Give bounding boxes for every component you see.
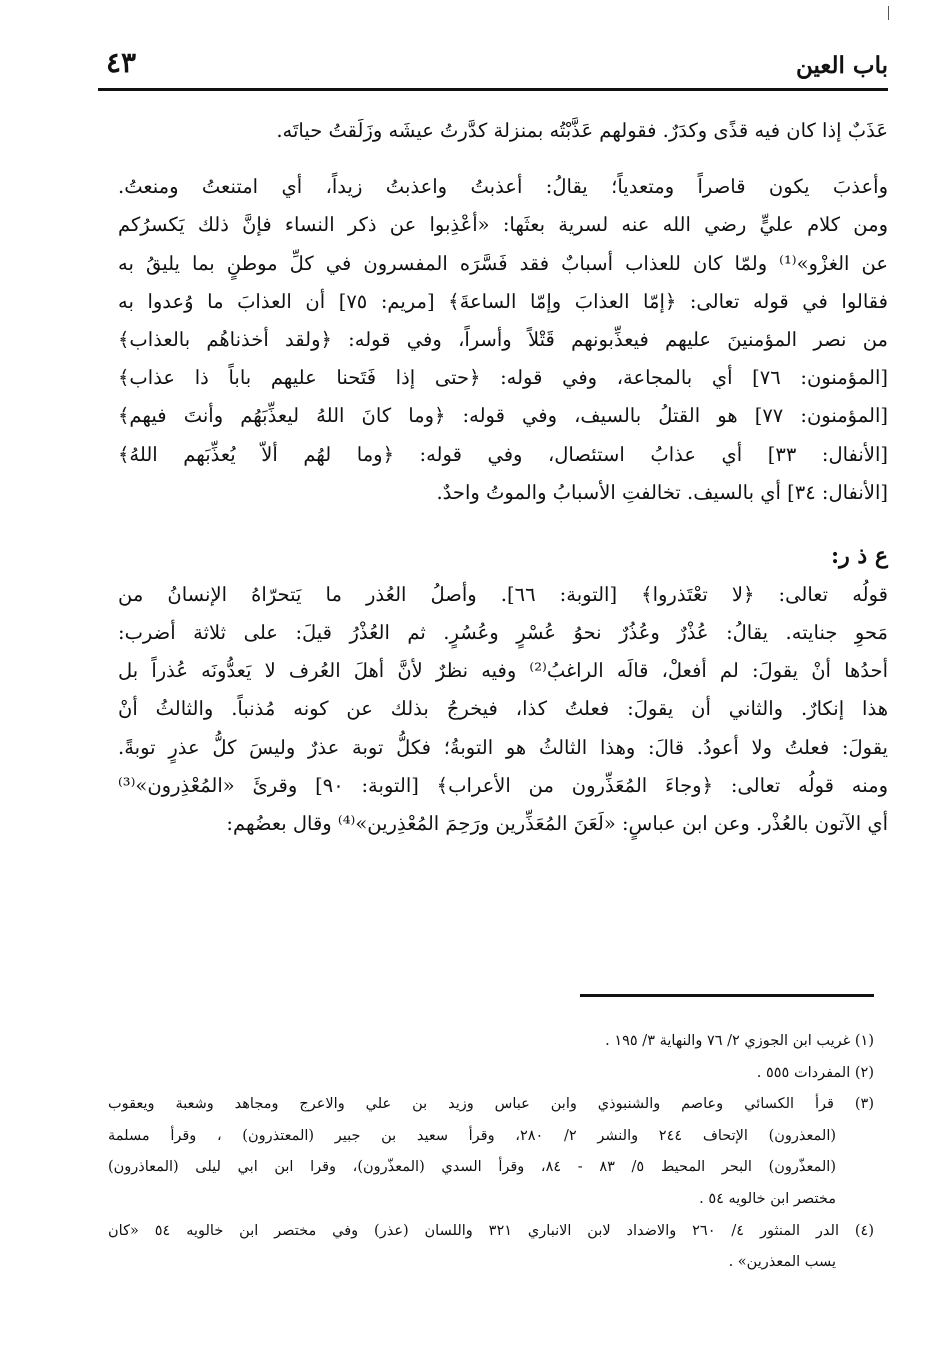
footnote-line: (المعذرون) الإتحاف ٢٤٤ والنشر ٢/ ٢٨٠، وقرأ سعيد بن جبير (المعتذرون) ، وقرأ مسلمة bbox=[108, 1127, 837, 1144]
text-line: من نصر المؤمنينَ عليهم فيعذِّبونهم قَتْلاً وأسراً، وفي قوله: ﴿ولقد أخذناهُم بالعذاب﴾ bbox=[118, 327, 888, 351]
footnote-rule bbox=[580, 994, 874, 997]
footnote-line: مختصر ابن خالويه ٥٤ . bbox=[699, 1190, 836, 1207]
section-title: باب العين bbox=[795, 52, 888, 79]
text-line: فقالوا في قوله تعالى: ﴿إمّا العذابَ وإمّا الساعةَ﴾ [مريم: ٧٥] أن العذابَ ما وُعدوا به bbox=[118, 289, 888, 313]
text-line: أي الآتون بالعُذْر. وعن ابن عباسٍ: «لَعَنَ المُعَذِّرين ورَحِمَ المُعْذِرين»⁽⁴⁾ وقال بعضُهم: bbox=[226, 812, 888, 835]
entry-heading: ع ذ ر: bbox=[831, 542, 888, 569]
text-line: عن الغزْو»⁽¹⁾ ولمّا كان للعذاب أسبابٌ فقد فَسَّرَه المفسرون في كلِّ موطنٍ بما يليقُ به bbox=[118, 251, 888, 275]
footnote-line: (١) غريب ابن الجوزي ٢/ ٧٦ والنهاية ٣/ ١٩٥ . bbox=[605, 1033, 874, 1049]
text-line: [الأنفال: ٣٤] أي بالسيف. تخالفتِ الأسبابُ والموتُ واحدٌ. bbox=[436, 480, 888, 504]
footnote-line: (المعذّرون) البحر المحيط ٥/ ٨٣ - ٨٤، وقرأ السدي (المعذّرون)، وقرا ابن ابي ليلى (المعاذرون) bbox=[108, 1159, 836, 1176]
text-line: [المؤمنون: ٧٧] هو القتلُ بالسيف، وفي قوله: ﴿وما كانَ اللهُ ليعذِّبَهُم وأنتَ فيهم﴾ bbox=[118, 404, 888, 428]
footnote-line: (٤) الدر المنثور ٤/ ٢٦٠ والاضداد لابن الانباري ٣٢١ واللسان (عذر) وفي مختصر ابن خالويه ٥٤ «كان bbox=[108, 1222, 874, 1239]
footnote-line: يسب المعذرين» . bbox=[728, 1254, 836, 1271]
text-line: هذا إنكارٌ. والثاني أن يقولَ: فعلتُ كذا، فيخرجُ بذلك عن كونه مُذنباً. والثالثُ أنْ bbox=[118, 697, 888, 721]
page-edge-mark bbox=[888, 6, 889, 20]
text-line: ومن كلام عليٍّ رضي الله عنه لسرية بعثَها: «أعْذِبوا عن ذكر النساء فإنَّ ذلك يَكسرُكم bbox=[118, 213, 888, 237]
text-line: [الأنفال: ٣٣] أي عذابُ استئصال، وفي قوله: ﴿وما لهُم ألاّ يُعذِّبَهم اللهُ﴾ bbox=[118, 442, 888, 466]
footnote-line: (٣) قرأ الكسائي وعاصم والشنبوذي وابن عباس وزيد بن علي والاعرج ومجاهد وشعبة ويعقوب bbox=[108, 1096, 874, 1113]
text-line: قولُه تعالى: ﴿لا تعْتَذروا﴾ [التوبة: ٦٦]. وأصلُ العُذر ما يَتحرّاهُ الإنسانُ من bbox=[118, 582, 888, 606]
text-line: يقولَ: فعلتُ ولا أعودُ. قالَ: وهذا الثالثُ هو التوبةُ؛ فكلُّ توبة عذرٌ وليسَ كلُّ عذرٍ توبةً. bbox=[118, 735, 888, 759]
text-line: وأعذبَ يكون قاصراً ومتعدياً؛ يقالُ: أعذبتُ واعذبتُ زيداً، أي امتنعتُ ومنعتُ. bbox=[118, 175, 888, 199]
body-text bbox=[118, 112, 888, 843]
text-line: [المؤمنون: ٧٦] أي بالمجاعة، وفي قوله: ﴿حتى إذا فَتَحنا عليهم باباً ذا عذاب﴾ bbox=[118, 366, 888, 390]
page-number: ٤٣ bbox=[106, 46, 137, 79]
text-line: أحدُها أنْ يقولَ: لم أفعلْ، قالَه الراغبُ⁽²⁾ وفيه نظرٌ لأنَّ أهلَ العُرف لا يَعدُّونَه عُذراً بل bbox=[118, 659, 888, 683]
header-rule bbox=[98, 88, 888, 91]
text-line: ومنه قولُه تعالى: ﴿وجاءَ المُعَذِّرون من الأعراب﴾ [التوبة: ٩٠] وقرئَ «المُعْذِرون»⁽³⁾ bbox=[118, 773, 888, 797]
paragraph-gap bbox=[118, 150, 888, 168]
text-line: مَحوِ جنايته. يقالُ: عُذْرٌ وعُذُرٌ نحوُ عُسْرٍ وعُسُرٍ. ثم العُذْرُ قيلَ: على ثلاثة أضرب: bbox=[118, 621, 888, 645]
text-line: عَذَبٌ إذا كان فيه قذًى وكدَرٌ. فقولهم عَذَّبْتُه بمنزلة كدَّرتُ عيشَه وزَلَقتُ حياتَه. bbox=[276, 119, 888, 142]
page-header bbox=[98, 40, 888, 86]
entry-gap bbox=[118, 512, 888, 536]
footnotes bbox=[108, 1026, 874, 1279]
footnote-line: (٢) المفردات ٥٥٥ . bbox=[756, 1064, 874, 1081]
